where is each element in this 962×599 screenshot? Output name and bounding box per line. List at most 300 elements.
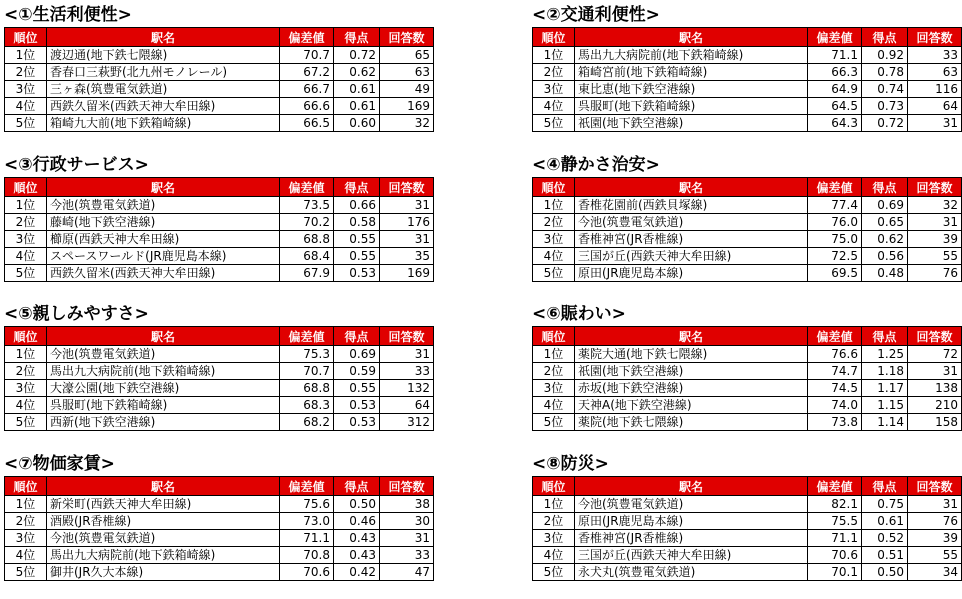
section-title: <④静かさ治安>: [532, 155, 660, 175]
cell-responses: 31: [908, 115, 962, 132]
table-row: [5, 380, 434, 397]
header-station: 駅名: [47, 178, 280, 197]
header-score: 得点: [862, 477, 908, 496]
ranking-table: [4, 326, 434, 431]
table-row: [5, 115, 434, 132]
table-row: [5, 197, 434, 214]
cell-deviation: 64.9: [808, 81, 862, 98]
cell-score: 0.50: [334, 496, 380, 513]
cell-score: 0.75: [862, 496, 908, 513]
header-rank: 順位: [533, 178, 575, 197]
cell-deviation: 70.6: [808, 547, 862, 564]
header-rank: 順位: [5, 178, 47, 197]
table-row: [5, 397, 434, 414]
table-header-row: [533, 178, 962, 197]
cell-deviation: 68.2: [280, 414, 334, 431]
cell-responses: 39: [908, 231, 962, 248]
cell-score: 0.69: [334, 346, 380, 363]
header-score: 得点: [334, 178, 380, 197]
cell-rank: 2位: [5, 363, 47, 380]
header-station: 駅名: [47, 477, 280, 496]
table-row: [533, 346, 962, 363]
cell-score: 0.74: [862, 81, 908, 98]
header-score: 得点: [862, 28, 908, 47]
ranking-section-4: [532, 153, 962, 282]
table-row: [533, 64, 962, 81]
cell-rank: 5位: [533, 414, 575, 431]
cell-deviation: 77.4: [808, 197, 862, 214]
cell-station: スペースワールド(JR鹿児島本線): [47, 248, 280, 265]
table-header-row: [5, 178, 434, 197]
cell-score: 0.50: [862, 564, 908, 581]
cell-score: 0.42: [334, 564, 380, 581]
cell-deviation: 76.0: [808, 214, 862, 231]
section-title: <⑧防災>: [532, 454, 609, 474]
cell-rank: 5位: [5, 564, 47, 581]
cell-score: 0.72: [862, 115, 908, 132]
cell-deviation: 73.5: [280, 197, 334, 214]
table-row: [533, 231, 962, 248]
header-rank: 順位: [5, 28, 47, 47]
header-deviation: 偏差値: [280, 327, 334, 346]
cell-deviation: 76.6: [808, 346, 862, 363]
ranking-section-7: [4, 452, 434, 581]
cell-rank: 1位: [5, 346, 47, 363]
cell-responses: 76: [908, 265, 962, 282]
cell-deviation: 66.3: [808, 64, 862, 81]
header-score: 得点: [334, 477, 380, 496]
cell-responses: 38: [380, 496, 434, 513]
header-deviation: 偏差値: [280, 178, 334, 197]
cell-rank: 1位: [533, 496, 575, 513]
cell-responses: 31: [908, 496, 962, 513]
cell-rank: 4位: [5, 547, 47, 564]
header-responses: 回答数: [380, 28, 434, 47]
cell-deviation: 70.6: [280, 564, 334, 581]
table-row: [5, 214, 434, 231]
header-deviation: 偏差値: [808, 178, 862, 197]
cell-rank: 4位: [533, 248, 575, 265]
table-row: [533, 547, 962, 564]
cell-rank: 2位: [533, 214, 575, 231]
header-score: 得点: [862, 327, 908, 346]
ranking-section-8: [532, 452, 962, 581]
cell-deviation: 68.8: [280, 380, 334, 397]
header-score: 得点: [334, 28, 380, 47]
cell-score: 0.43: [334, 530, 380, 547]
header-responses: 回答数: [908, 477, 962, 496]
cell-station: 三国が丘(西鉄天神大牟田線): [575, 547, 808, 564]
cell-score: 0.48: [862, 265, 908, 282]
header-score: 得点: [862, 178, 908, 197]
table-row: [533, 265, 962, 282]
cell-station: 香椎神宮(JR香椎線): [575, 530, 808, 547]
cell-rank: 1位: [533, 47, 575, 64]
cell-rank: 3位: [5, 231, 47, 248]
cell-rank: 3位: [5, 530, 47, 547]
cell-responses: 138: [908, 380, 962, 397]
cell-deviation: 70.7: [280, 47, 334, 64]
cell-responses: 169: [380, 98, 434, 115]
table-row: [5, 513, 434, 530]
cell-responses: 31: [380, 530, 434, 547]
cell-rank: 3位: [533, 530, 575, 547]
header-deviation: 偏差値: [808, 327, 862, 346]
table-row: [5, 231, 434, 248]
ranking-table: [4, 27, 434, 132]
cell-station: 櫛原(西鉄天神大牟田線): [47, 231, 280, 248]
table-row: [533, 530, 962, 547]
header-rank: 順位: [533, 327, 575, 346]
ranking-table: [532, 476, 962, 581]
header-rank: 順位: [533, 477, 575, 496]
cell-responses: 35: [380, 248, 434, 265]
header-responses: 回答数: [908, 28, 962, 47]
cell-responses: 31: [380, 197, 434, 214]
cell-station: 今池(筑豊電気鉄道): [575, 214, 808, 231]
cell-responses: 39: [908, 530, 962, 547]
header-responses: 回答数: [908, 327, 962, 346]
table-header-row: [533, 28, 962, 47]
cell-deviation: 70.7: [280, 363, 334, 380]
cell-score: 0.92: [862, 47, 908, 64]
cell-responses: 64: [908, 98, 962, 115]
table-header-row: [533, 477, 962, 496]
header-score: 得点: [334, 327, 380, 346]
cell-score: 0.52: [862, 530, 908, 547]
table-header-row: [5, 477, 434, 496]
cell-score: 0.61: [862, 513, 908, 530]
header-station: 駅名: [575, 327, 808, 346]
cell-deviation: 75.5: [808, 513, 862, 530]
cell-score: 0.58: [334, 214, 380, 231]
cell-rank: 1位: [533, 346, 575, 363]
table-row: [533, 81, 962, 98]
cell-responses: 49: [380, 81, 434, 98]
cell-responses: 55: [908, 547, 962, 564]
ranking-table: [532, 177, 962, 282]
table-header-row: [5, 28, 434, 47]
cell-responses: 65: [380, 47, 434, 64]
cell-responses: 33: [380, 363, 434, 380]
header-responses: 回答数: [380, 178, 434, 197]
cell-deviation: 73.8: [808, 414, 862, 431]
cell-deviation: 75.6: [280, 496, 334, 513]
header-deviation: 偏差値: [280, 28, 334, 47]
cell-responses: 169: [380, 265, 434, 282]
cell-responses: 31: [380, 346, 434, 363]
table-row: [533, 414, 962, 431]
cell-rank: 3位: [533, 231, 575, 248]
cell-deviation: 71.1: [808, 530, 862, 547]
cell-station: 薬院(地下鉄七隈線): [575, 414, 808, 431]
cell-deviation: 67.9: [280, 265, 334, 282]
cell-station: 三国が丘(西鉄天神大牟田線): [575, 248, 808, 265]
cell-score: 0.69: [862, 197, 908, 214]
cell-rank: 2位: [533, 363, 575, 380]
cell-score: 0.46: [334, 513, 380, 530]
cell-deviation: 64.5: [808, 98, 862, 115]
table-row: [533, 397, 962, 414]
table-row: [5, 47, 434, 64]
cell-station: 今池(筑豊電気鉄道): [575, 496, 808, 513]
cell-score: 0.53: [334, 414, 380, 431]
cell-responses: 31: [908, 363, 962, 380]
cell-station: 新栄町(西鉄天神大牟田線): [47, 496, 280, 513]
cell-score: 0.62: [334, 64, 380, 81]
cell-station: 箱崎九大前(地下鉄箱崎線): [47, 115, 280, 132]
header-deviation: 偏差値: [808, 477, 862, 496]
cell-deviation: 70.8: [280, 547, 334, 564]
cell-station: 呉服町(地下鉄箱崎線): [575, 98, 808, 115]
cell-rank: 5位: [533, 265, 575, 282]
table-row: [5, 414, 434, 431]
cell-deviation: 71.1: [280, 530, 334, 547]
table-row: [5, 265, 434, 282]
cell-deviation: 73.0: [280, 513, 334, 530]
cell-station: 薬院大通(地下鉄七隈線): [575, 346, 808, 363]
ranking-section-2: [532, 3, 962, 132]
cell-station: 今池(筑豊電気鉄道): [47, 346, 280, 363]
cell-deviation: 68.8: [280, 231, 334, 248]
cell-responses: 47: [380, 564, 434, 581]
cell-score: 0.72: [334, 47, 380, 64]
header-station: 駅名: [575, 477, 808, 496]
table-row: [533, 115, 962, 132]
cell-responses: 158: [908, 414, 962, 431]
ranking-section-5: [4, 302, 434, 431]
cell-score: 0.73: [862, 98, 908, 115]
cell-rank: 3位: [533, 380, 575, 397]
cell-rank: 2位: [533, 64, 575, 81]
cell-station: 赤坂(地下鉄空港線): [575, 380, 808, 397]
cell-station: 大濠公園(地下鉄空港線): [47, 380, 280, 397]
table-row: [533, 380, 962, 397]
cell-station: 藤崎(地下鉄空港線): [47, 214, 280, 231]
header-responses: 回答数: [380, 477, 434, 496]
cell-score: 0.53: [334, 397, 380, 414]
cell-rank: 1位: [533, 197, 575, 214]
cell-responses: 72: [908, 346, 962, 363]
header-responses: 回答数: [380, 327, 434, 346]
ranking-section-3: [4, 153, 434, 282]
cell-rank: 3位: [5, 81, 47, 98]
cell-rank: 4位: [533, 547, 575, 564]
cell-deviation: 74.5: [808, 380, 862, 397]
cell-station: 箱崎宮前(地下鉄箱崎線): [575, 64, 808, 81]
header-station: 駅名: [575, 178, 808, 197]
cell-responses: 31: [380, 231, 434, 248]
section-title: <⑦物価家賃>: [4, 454, 115, 474]
header-deviation: 偏差値: [280, 477, 334, 496]
cell-station: 永犬丸(筑豊電気鉄道): [575, 564, 808, 581]
cell-station: 香春口三萩野(北九州モノレール): [47, 64, 280, 81]
cell-deviation: 74.0: [808, 397, 862, 414]
cell-rank: 4位: [5, 248, 47, 265]
table-row: [533, 496, 962, 513]
ranking-table: [532, 27, 962, 132]
cell-rank: 2位: [533, 513, 575, 530]
cell-score: 1.14: [862, 414, 908, 431]
header-station: 駅名: [575, 28, 808, 47]
header-deviation: 偏差値: [808, 28, 862, 47]
cell-rank: 4位: [5, 98, 47, 115]
cell-rank: 5位: [5, 265, 47, 282]
cell-score: 1.15: [862, 397, 908, 414]
cell-deviation: 66.6: [280, 98, 334, 115]
cell-deviation: 71.1: [808, 47, 862, 64]
cell-score: 0.55: [334, 231, 380, 248]
cell-score: 0.53: [334, 265, 380, 282]
cell-deviation: 75.0: [808, 231, 862, 248]
ranking-section-6: [532, 302, 962, 431]
cell-deviation: 64.3: [808, 115, 862, 132]
cell-score: 0.43: [334, 547, 380, 564]
cell-score: 0.55: [334, 380, 380, 397]
table-row: [533, 197, 962, 214]
cell-responses: 76: [908, 513, 962, 530]
table-row: [533, 248, 962, 265]
table-row: [5, 81, 434, 98]
cell-station: 香椎花園前(西鉄貝塚線): [575, 197, 808, 214]
section-title: <③行政サービス>: [4, 155, 149, 175]
cell-station: 天神A(地下鉄空港線): [575, 397, 808, 414]
table-header-row: [5, 327, 434, 346]
table-row: [5, 98, 434, 115]
cell-rank: 4位: [5, 397, 47, 414]
cell-responses: 64: [380, 397, 434, 414]
cell-station: 西新(地下鉄空港線): [47, 414, 280, 431]
cell-deviation: 69.5: [808, 265, 862, 282]
table-row: [533, 47, 962, 64]
table-row: [5, 496, 434, 513]
cell-deviation: 66.7: [280, 81, 334, 98]
cell-responses: 32: [908, 197, 962, 214]
cell-station: 今池(筑豊電気鉄道): [47, 530, 280, 547]
cell-station: 西鉄久留米(西鉄天神大牟田線): [47, 98, 280, 115]
table-row: [5, 248, 434, 265]
header-responses: 回答数: [908, 178, 962, 197]
cell-deviation: 75.3: [280, 346, 334, 363]
section-title: <①生活利便性>: [4, 5, 132, 25]
table-row: [533, 98, 962, 115]
table-row: [533, 214, 962, 231]
cell-responses: 33: [908, 47, 962, 64]
cell-deviation: 74.7: [808, 363, 862, 380]
cell-responses: 132: [380, 380, 434, 397]
cell-station: 呉服町(地下鉄箱崎線): [47, 397, 280, 414]
cell-station: 祇園(地下鉄空港線): [575, 115, 808, 132]
cell-rank: 5位: [5, 414, 47, 431]
cell-rank: 2位: [5, 513, 47, 530]
table-row: [533, 363, 962, 380]
cell-station: 三ヶ森(筑豊電気鉄道): [47, 81, 280, 98]
header-station: 駅名: [47, 28, 280, 47]
cell-responses: 55: [908, 248, 962, 265]
cell-score: 0.78: [862, 64, 908, 81]
table-row: [533, 564, 962, 581]
cell-rank: 4位: [533, 397, 575, 414]
cell-station: 今池(筑豊電気鉄道): [47, 197, 280, 214]
cell-rank: 3位: [5, 380, 47, 397]
cell-score: 0.55: [334, 248, 380, 265]
table-header-row: [533, 327, 962, 346]
cell-score: 0.51: [862, 547, 908, 564]
cell-score: 0.66: [334, 197, 380, 214]
cell-station: 西鉄久留米(西鉄天神大牟田線): [47, 265, 280, 282]
cell-score: 0.59: [334, 363, 380, 380]
cell-responses: 210: [908, 397, 962, 414]
header-rank: 順位: [5, 327, 47, 346]
cell-responses: 116: [908, 81, 962, 98]
ranking-section-1: [4, 3, 434, 132]
cell-station: 東比恵(地下鉄空港線): [575, 81, 808, 98]
cell-station: 原田(JR鹿児島本線): [575, 265, 808, 282]
cell-rank: 5位: [533, 564, 575, 581]
cell-score: 0.56: [862, 248, 908, 265]
cell-rank: 4位: [533, 98, 575, 115]
table-row: [5, 346, 434, 363]
ranking-table: [532, 326, 962, 431]
cell-deviation: 82.1: [808, 496, 862, 513]
cell-rank: 2位: [5, 214, 47, 231]
cell-station: 馬出九大病院前(地下鉄箱崎線): [47, 547, 280, 564]
section-title: <②交通利便性>: [532, 5, 660, 25]
cell-rank: 1位: [5, 47, 47, 64]
cell-score: 0.61: [334, 98, 380, 115]
cell-rank: 3位: [533, 81, 575, 98]
table-row: [5, 64, 434, 81]
cell-responses: 63: [380, 64, 434, 81]
table-row: [5, 363, 434, 380]
table-row: [533, 513, 962, 530]
cell-deviation: 70.2: [280, 214, 334, 231]
cell-station: 馬出九大病院前(地下鉄箱崎線): [575, 47, 808, 64]
cell-station: 御井(JR久大本線): [47, 564, 280, 581]
cell-deviation: 68.4: [280, 248, 334, 265]
cell-responses: 31: [908, 214, 962, 231]
cell-rank: 5位: [533, 115, 575, 132]
cell-responses: 30: [380, 513, 434, 530]
cell-responses: 32: [380, 115, 434, 132]
cell-score: 0.60: [334, 115, 380, 132]
cell-responses: 312: [380, 414, 434, 431]
cell-rank: 2位: [5, 64, 47, 81]
cell-score: 0.61: [334, 81, 380, 98]
cell-score: 1.18: [862, 363, 908, 380]
header-rank: 順位: [5, 477, 47, 496]
cell-rank: 5位: [5, 115, 47, 132]
cell-station: 原田(JR鹿児島本線): [575, 513, 808, 530]
table-row: [5, 564, 434, 581]
cell-score: 1.25: [862, 346, 908, 363]
cell-score: 0.62: [862, 231, 908, 248]
cell-responses: 176: [380, 214, 434, 231]
cell-deviation: 70.1: [808, 564, 862, 581]
cell-deviation: 72.5: [808, 248, 862, 265]
cell-rank: 1位: [5, 197, 47, 214]
header-station: 駅名: [47, 327, 280, 346]
cell-rank: 1位: [5, 496, 47, 513]
section-title: <⑤親しみやすさ>: [4, 304, 149, 324]
cell-responses: 63: [908, 64, 962, 81]
cell-station: 酒殿(JR香椎線): [47, 513, 280, 530]
cell-station: 渡辺通(地下鉄七隈線): [47, 47, 280, 64]
cell-deviation: 67.2: [280, 64, 334, 81]
cell-deviation: 66.5: [280, 115, 334, 132]
cell-station: 香椎神宮(JR香椎線): [575, 231, 808, 248]
cell-score: 1.17: [862, 380, 908, 397]
